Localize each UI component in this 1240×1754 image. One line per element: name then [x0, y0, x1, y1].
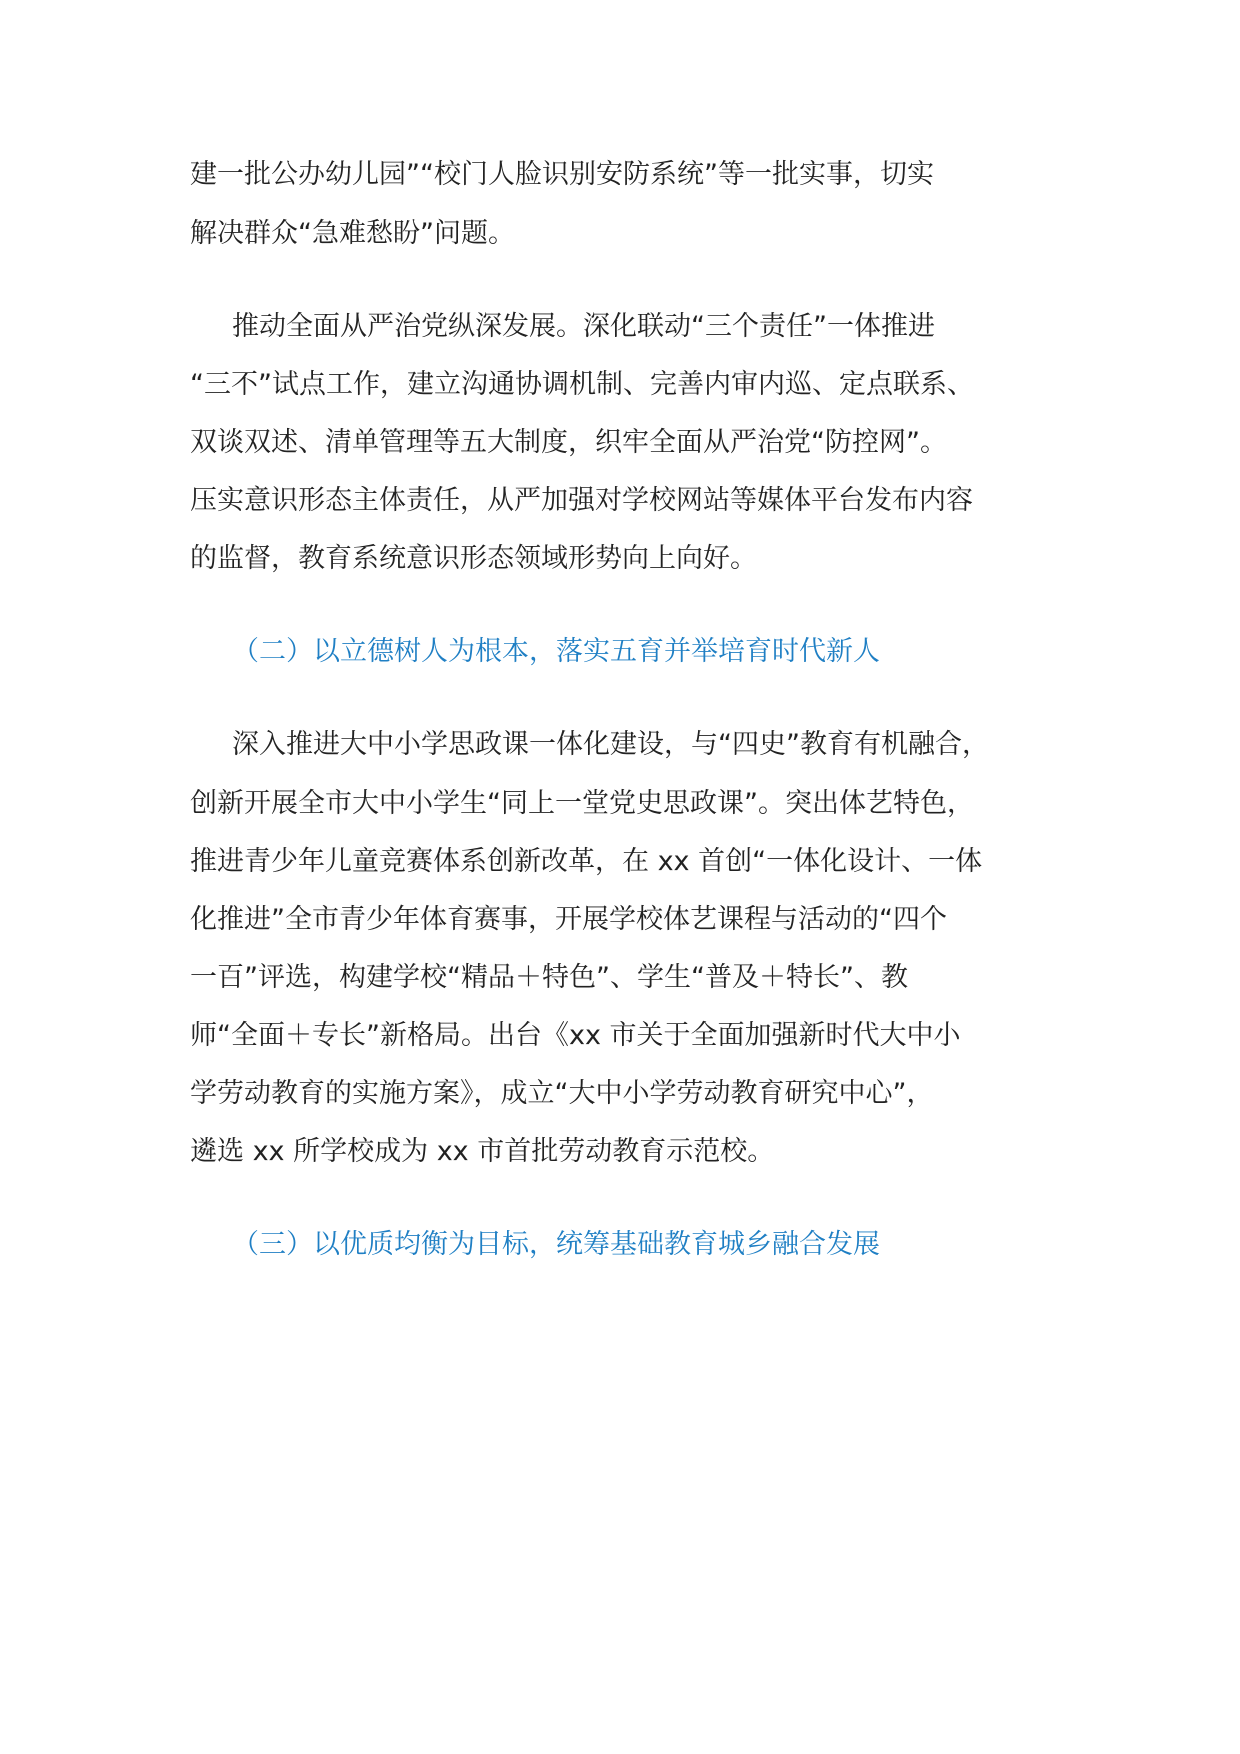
- paragraph-3-line-1: 深入推进大中小学思政课一体化建设，与“四史”教育有机融合，: [232, 729, 989, 760]
- paragraph-3-line-5: 一百”评选，构建学校“精品＋特色”、学生“普及＋特长”、教: [190, 962, 908, 993]
- section-heading-2: （二）以立德树人为根本，落实五育并举培育时代新人: [232, 636, 880, 667]
- paragraph-2-line-3: 双谈双述、清单管理等五大制度，织牢全面从严治党“防控网”。: [190, 427, 947, 458]
- paragraph-3-line-3: 推进青少年儿童竞赛体系创新改革，在 xx 首创“一体化设计、一体: [190, 846, 983, 877]
- paragraph-3-line-6: 师“全面＋专长”新格局。出台《xx 市关于全面加强新时代大中小: [190, 1020, 961, 1051]
- paragraph-2-line-2: “三不”试点工作，建立沟通协调机制、完善内审内巡、定点联系、: [190, 369, 974, 400]
- paragraph-1-line-1: 建一批公办幼儿园”“校门人脸识别安防系统”等一批实事，切实: [190, 159, 934, 190]
- paragraph-3-line-2: 创新开展全市大中小学生“同上一堂党史思政课”。突出体艺特色，: [190, 788, 974, 819]
- paragraph-2-line-5: 的监督，教育系统意识形态领域形势向上向好。: [190, 543, 757, 574]
- paragraph-1-line-2: 解决群众“急难愁盼”问题。: [190, 218, 515, 249]
- paragraph-3-line-8: 遴选 xx 所学校成为 xx 市首批劳动教育示范校。: [190, 1136, 775, 1167]
- paragraph-2-line-1: 推动全面从严治党纵深发展。深化联动“三个责任”一体推进: [232, 311, 935, 342]
- paragraph-3-line-7: 学劳动教育的实施方案》，成立“大中小学劳动教育研究中心”，: [190, 1078, 934, 1109]
- section-heading-3: （三）以优质均衡为目标，统筹基础教育城乡融合发展: [232, 1229, 880, 1260]
- paragraph-3-line-4: 化推进”全市青少年体育赛事，开展学校体艺课程与活动的“四个: [190, 904, 947, 935]
- paragraph-2-line-4: 压实意识形态主体责任，从严加强对学校网站等媒体平台发布内容: [190, 485, 973, 516]
